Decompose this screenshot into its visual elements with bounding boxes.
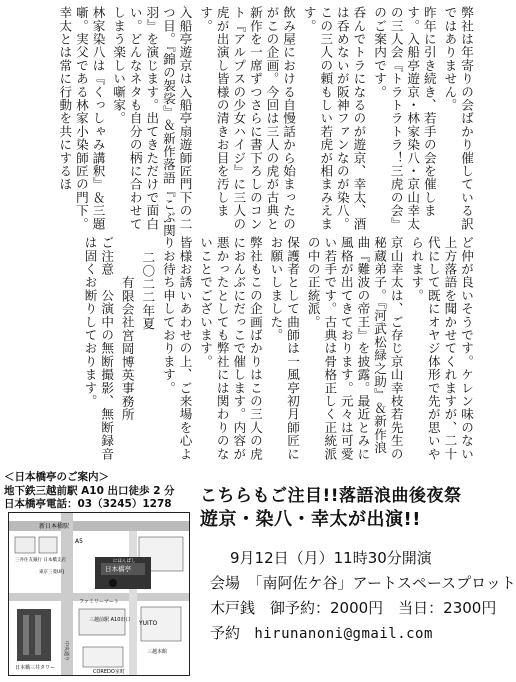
paragraph-tigers: 呑んでトラになるのが遊京、幸太、酒は呑めないが阪神ファンなのが染八。この三人の頼もしい若虎が相まみえます。 [301, 6, 367, 231]
paragraph-sompachi-cont: ど仲が良いそうです。ケレン味のない上方落語を聞かせてくれますが、二十代にして既にオヤジ体形で先が思いやられます。 [409, 236, 474, 461]
map-label-family-mart: ファミリーマート [79, 599, 119, 605]
map-label-mitsui: 東京三菱UFJ [39, 570, 65, 575]
event-reservation [210, 621, 478, 647]
venue-phone: 日本橋亭電話：03（3245）1278 [4, 498, 172, 510]
lower-body-text [6, 236, 474, 466]
paragraph-org [118, 236, 135, 466]
venue-info [4, 471, 192, 515]
map-venue-marker [109, 579, 117, 587]
map-label-bank: にほんばし [113, 559, 136, 564]
map-tower-window-a [23, 615, 29, 655]
reservation-label: 予約 [210, 624, 241, 642]
upper-body-text [6, 6, 474, 238]
headline-line-2: 遊京・染八・幸太が出演!! [200, 509, 421, 530]
event-details [210, 546, 516, 647]
map-label-office: 三井住友銀行 日本橋支店 [15, 558, 66, 563]
map-tower-window-b [35, 615, 41, 655]
paragraph-disclaimer: 弊社もこの企画ばかりはこの三人の虎におんぶにだっこで催します。内容が悪かったとしても弊社には関わりのないことでございます。 [198, 236, 263, 461]
paragraph-yukyo: 入船亭遊京は入船亭扇遊師匠門下の二つ目。『錦の袈裟』＆新作落語『こぶ関羽』を演じます。出てきただけで面白い。どんなネタも自分の柄に合わせてしまう楽しい噺家。 [111, 6, 193, 238]
map-label-yuito: YUITO [139, 620, 158, 627]
event-date: 9月12日（月）11時30分開演 [230, 549, 432, 567]
map-label-exit: A5 [75, 538, 83, 545]
event-venue: 会場 「南阿佐ケ谷」アートスペースプロット [210, 574, 516, 592]
map-label-station-a5: 新日本橋駅 [39, 523, 70, 530]
map-label-mitsukoshi: 三越本館 [147, 649, 168, 655]
paragraph-date [139, 236, 156, 466]
paragraph-kota: 京山幸太は、ご存じ京山幸枝若先生の秘蔵弟子。『河武松緑之助』＆新作浪曲『難波の帝王』を披露。最近とみに風格が出てきております。元々は可愛い若手です。古典は骨格正しく正統派の中の正統派。 [305, 236, 404, 461]
paragraph-kyokushi: 保護者として曲師は一風亭初月師匠にお願いしました。 [268, 236, 301, 461]
headline [200, 484, 476, 532]
event-fee: 木戸銭 御予約：2000円 当日：2300円 [210, 599, 497, 617]
venue-map [8, 512, 190, 676]
paragraph-invitation: 皆様お誘いあわせの上、ご来場を心よりお待ち申しております。 [160, 236, 193, 461]
reservation-email[interactable]: hirunanoni@gmail.com [254, 626, 433, 642]
paragraph-notice: ご注意 公演中の無断撮影、無断録音は固くお断りしております。 [82, 236, 115, 461]
venue-access: 地下鉄三越前駅 A10 出口徒歩 2 分 [4, 484, 175, 497]
map-label-a10: 三越前駅 A10出口 [89, 617, 131, 623]
map-road-top [9, 521, 189, 531]
map-tower-photo [17, 609, 51, 661]
headline-line-1: こちらもご注目!!落語浪曲後夜祭 [200, 486, 462, 506]
map-illustration [9, 513, 189, 675]
map-building-bank [39, 537, 57, 553]
map-label-tower: 日本橋三井タワー [15, 665, 56, 671]
map-label-chuo-dori: 中央通り [63, 641, 69, 662]
map-building-coredo [83, 647, 123, 667]
paragraph-announcement: 昨年に引き続き、若手の会を催します。入船亭遊京・林家染八・京山幸太の三人会『トラトラトラ！三虎の会』のご案内です。 [372, 6, 437, 231]
signature-organization: 有限会社宮岡博英事務所 [119, 276, 135, 422]
paragraph-sompachi: 林家染八は『くっしゃみ講釈』＆三題噺。実父である林家小染師匠の門下。幸太とは常に行動を共にするほ [57, 6, 106, 231]
map-road-right [129, 531, 137, 675]
signature-date: 二〇二二年夏 [140, 251, 156, 331]
paragraph-origin: 飲み屋における自慢話から始まったのがこの企画。今回は三人の虎が古典と新作を一席ずつさらに書下ろしのコント『アルプスの少女ハイジ』に三人の虎が出演し皆様の清きお目を汚します。 [198, 6, 297, 231]
map-building-office [15, 537, 35, 553]
map-label-coredo: COREDO室町 [93, 669, 125, 675]
venue-info-title: ＜日本橋亭のご案内＞ [4, 471, 109, 483]
map-label-venue: 日本橋亭 [105, 565, 131, 573]
paragraph-intro: 弊社は年寄りの会ばかり催している訳ではありません。 [442, 6, 474, 231]
